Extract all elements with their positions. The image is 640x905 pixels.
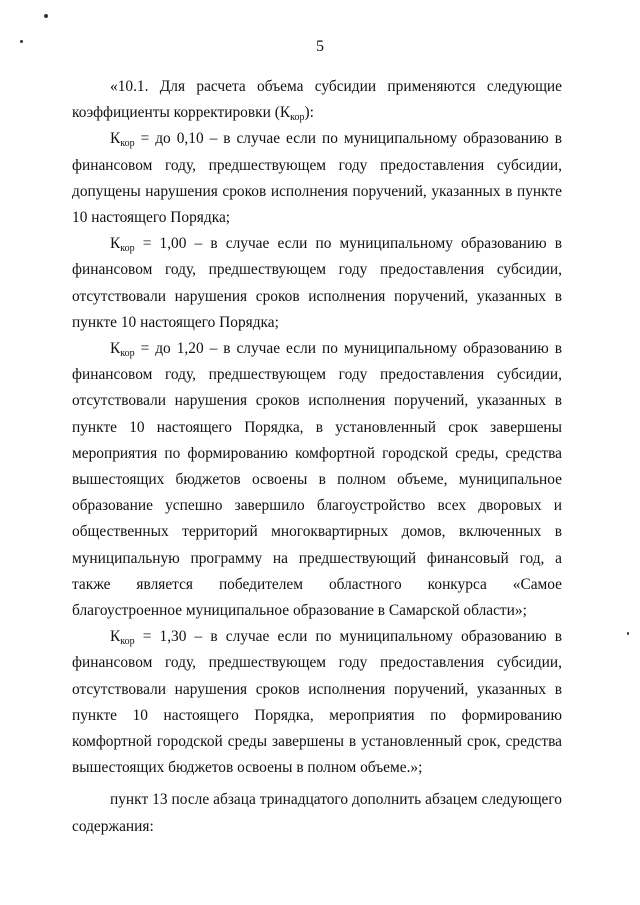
paragraph-coef-130: $К_{кор} = 1,30 - в$ случае если по муниципальному образованию в финансовом году, предшествующем году предоставления субсидии, отсутствовали нарушения сроков исполнения поручений, указанных в пункте 10 настоящего Порядка, мероприятия по формированию комфортной городской среды завершены в установленный срок, средства вышестоящих бюджетов освоены в полном объеме.»; [72, 628, 562, 777]
paragraph-intro: «10.1. Для расчета объема субсидии применяются следующие коэффициенты корректировки $(К_{кор})$: [72, 78, 562, 124]
paragraph-coef-100: $К_{кор} = 1,00 - в$ случае если по муниципальному образованию в финансовом году, предшествующем году предоставления субсидии, отсутствовали нарушения сроков исполнения поручений, указанных в пункте 10 настоящего Порядка; [72, 235, 562, 331]
page-number: 5 [316, 38, 324, 55]
paragraph-coef-120: $К_{кор}$ = до 1,20 – в случае если по муниципальному образованию в финансовом году, предшествующем году предоставления субсидии, отсутствовали нарушения сроков исполнения поручений, указанных в пункте 10 настоящего Порядка, в установленный срок завершены мероприятия по формированию комфортной городской среды, средства вышестоящих бюджетов освоены в полном объеме, муниципальное образование успешно завершило благоустройство всех дворовых и общественных территорий многоквартирных домов, включенных в муниципальную программу на предшествующий финансовый год, а также является победителем областного конкурса «Самое благоустроенное муниципальное образование в Самарской области»; [72, 340, 562, 620]
body-text [72, 74, 562, 840]
paragraph-point-13: пункт 13 после абзаца тринадцатого дополнить абзацем следующего содержания: [72, 791, 562, 835]
paragraph-coef-010: $К_{кор}$ = до 0,10 – в случае если по муниципальному образованию в финансовом году, предшествующем году предоставления субсидии, допущены нарушения сроков исполнения поручений, указанных в пункте 10 настоящего Порядка; [72, 130, 562, 227]
scan-speck [627, 632, 629, 635]
scan-speck [44, 14, 48, 18]
